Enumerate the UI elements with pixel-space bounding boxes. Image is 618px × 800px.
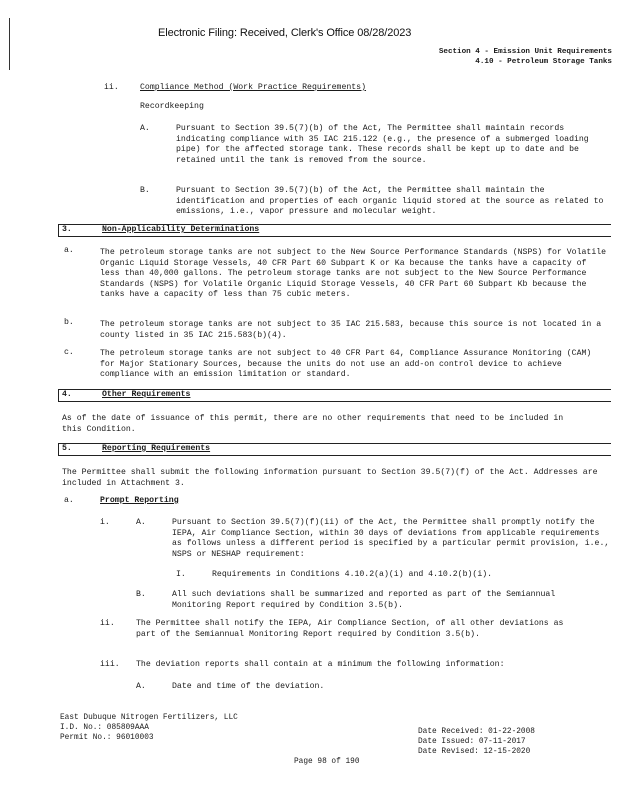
sec3-title: Non-Applicability Determinations	[102, 225, 260, 234]
sec3-b-text: The petroleum storage tanks are not subject to 35 IAC 215.583, because this source is not located in a county listed in 35 IAC 215.583(b)(4).	[100, 320, 602, 340]
sec5-ii-number: ii.	[100, 619, 115, 628]
sec3-number: 3.	[62, 225, 72, 234]
footer-permit: Permit No.: 96010003	[60, 733, 154, 742]
section-header	[439, 48, 612, 67]
sec4-title: Other Requirements	[102, 390, 191, 399]
footer-date-revised: Date Revised: 12-15-2020	[418, 747, 531, 756]
sec5-a-label: a.	[64, 496, 74, 505]
sec4-text: As of the date of issuance of this permit, there are no other requirements that need to be included in this Condition.	[62, 414, 564, 434]
sec3-c-text: The petroleum storage tanks are not subject to 40 CFR Part 64, Compliance Assurance Monitoring (CAM) for Major Stationary Sources, because the units do not use an add-on control device to achieve compliance with an emission limitation or standard.	[100, 349, 592, 379]
filing-stamp: Electronic Filing: Received, Clerk's Office 08/28/2023	[158, 27, 412, 39]
footer-date-issued: Date Issued: 07-11-2017	[418, 737, 526, 746]
sec-ii-number: ii.	[104, 83, 119, 92]
sec4-number: 4.	[62, 390, 72, 399]
sec5-number: 5.	[62, 444, 72, 453]
page-number: Page 98 of 190	[294, 758, 360, 766]
sec5-iii-a-label: A.	[136, 682, 146, 691]
sec3-c-label: c.	[64, 348, 74, 357]
sec5-iii-number: iii.	[100, 660, 120, 669]
sec-ii-b-label: B.	[140, 186, 150, 195]
sec5-a-title: Prompt Reporting	[100, 496, 179, 505]
footer-right	[418, 728, 535, 758]
sec3-b-label: b.	[64, 318, 74, 327]
margin-mark	[9, 18, 10, 70]
sec5-i-b-label: B.	[136, 590, 146, 599]
sec5-i-a-label: A.	[136, 518, 146, 527]
section-header-line2: 4.10 - Petroleum Storage Tanks	[475, 57, 612, 66]
sec-ii-title: Compliance Method (Work Practice Requirements)	[140, 83, 367, 92]
footer-left	[60, 714, 238, 744]
footer-id: I.D. No.: 085809AAA	[60, 723, 149, 732]
sec-ii-a-text: Pursuant to Section 39.5(7)(b) of the Act, The Permittee shall maintain records indicating compliance with 35 IAC 215.122 (e.g., the presence of a submerged loading pipe) for the affected storage tank. These records shall be kept up to date and be retained until the tank is removed from the source.	[176, 124, 589, 165]
sec5-i-b-text: All such deviations shall be summarized and reported as part of the Semiannual Monitoring Report required by Condition 3.5(b).	[172, 590, 556, 610]
section-header-line1: Section 4 - Emission Unit Requirements	[438, 48, 612, 56]
sec5-i-a-i-text: Requirements in Conditions 4.10.2(a)(i) and 4.10.2(b)(i).	[212, 570, 493, 579]
sec5-i-number: i.	[100, 518, 110, 527]
sec5-iii-text: The deviation reports shall contain at a minimum the following information:	[136, 660, 505, 669]
sec5-title: Reporting Requirements	[102, 444, 211, 453]
sec-ii-subheading: Recordkeeping	[140, 102, 204, 111]
sec5-iii-a-text: Date and time of the deviation.	[172, 682, 325, 691]
sec5-intro: The Permittee shall submit the following information pursuant to Section 39.5(7)(f) of the Act. Addresses are included in Attachment 3.	[62, 468, 598, 488]
sec3-a-text: The petroleum storage tanks are not subject to the New Source Performance Standards (NSPS) for Volatile Organic Liquid Storage Vessels, 40 CFR Part 60 Subpart K or Ka because the tanks have a capacity of less than 40,000 gallons. The petroleum storage tanks are not subject to the New Source Performance Standards (NSPS) for Volatile Organic Liquid Storage Vessels, 40 CFR Part 60 Subpart Kb because the tanks have a capacity of less than 75 cubic meters.	[100, 248, 607, 299]
sec-ii-b-text: Pursuant to Section 39.5(7)(b) of the Act, the Permittee shall maintain the identification and properties of each organic liquid stored at the source as related to emissions, i.e., vapor pressure and molecular weight.	[176, 186, 604, 216]
sec3-a-label: a.	[64, 246, 74, 255]
footer-company: East Dubuque Nitrogen Fertilizers, LLC	[60, 714, 238, 722]
sec5-ii-text: The Permittee shall notify the IEPA, Air Compliance Section, of all other deviations as part of the Semiannual Monitoring Report required by Condition 3.5(b).	[136, 619, 564, 639]
footer-date-received: Date Received: 01-22-2008	[418, 728, 535, 736]
sec-ii-a-label: A.	[140, 124, 150, 133]
sec5-i-a-text: Pursuant to Section 39.5(7)(f)(ii) of the Act, the Permittee shall promptly notify the IEPA, Air Compliance Section, within 30 days of deviations from applicable requirements as follows unless a different period is specified by a particular permit provision, i.e., NSPS or NESHAP requirement:	[172, 518, 610, 559]
sec5-i-a-i-label: I.	[176, 570, 186, 579]
